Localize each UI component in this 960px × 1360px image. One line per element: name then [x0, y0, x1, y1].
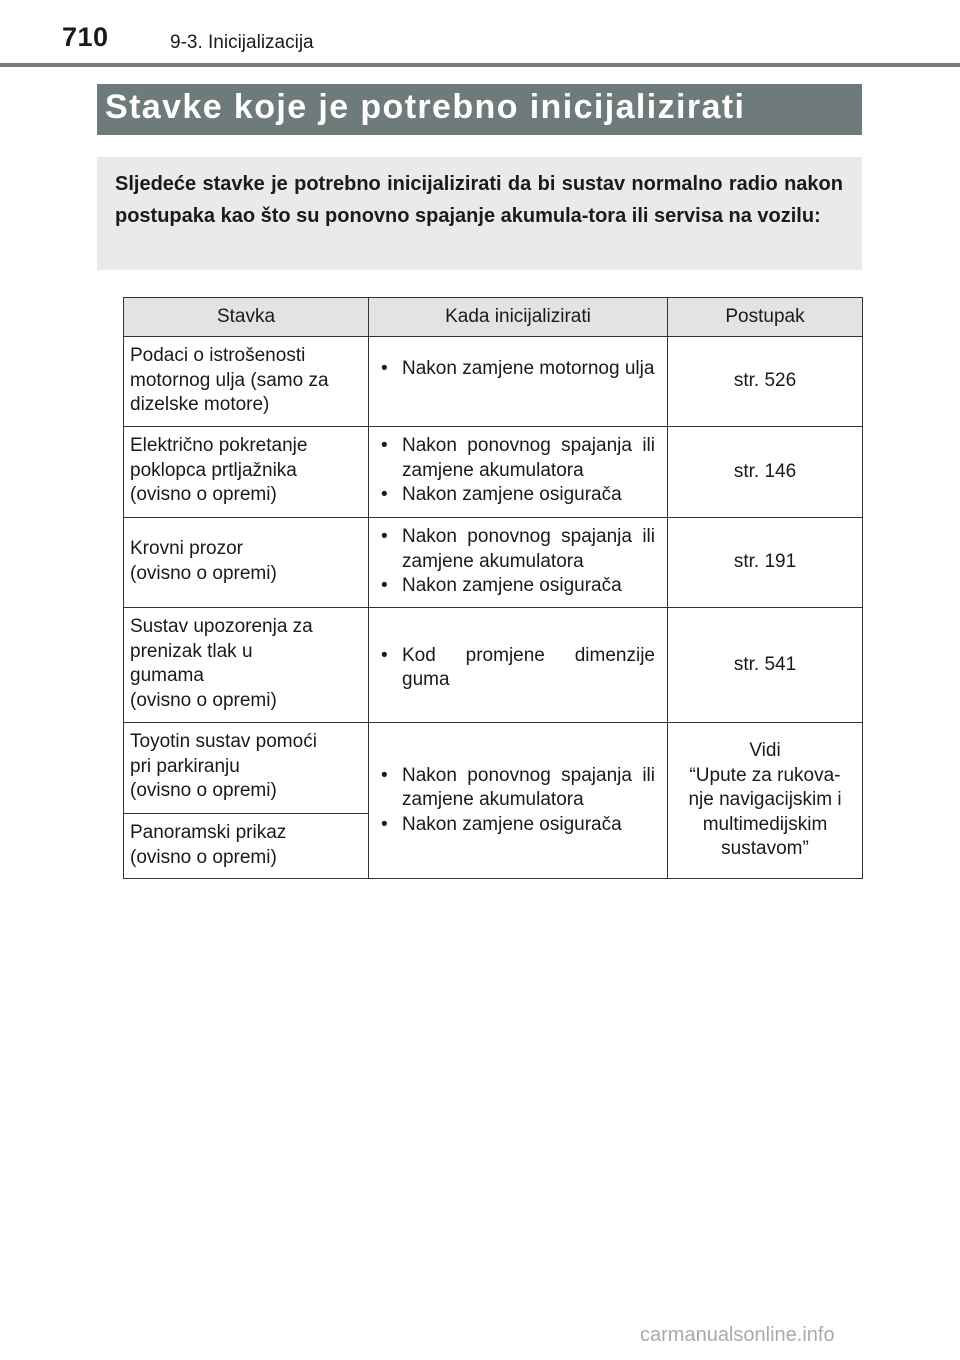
item-line: (ovisno o opremi) [130, 689, 277, 711]
when-cell [369, 608, 668, 723]
when-bullet: • Nakon ponovnog spajanja ili zamjene akumulatora [379, 434, 655, 483]
initialization-table [123, 297, 863, 879]
column-header-procedure: Postupak [668, 298, 863, 337]
reference-line: Vidi [749, 740, 781, 762]
when-bullet: • Kod promjene dimenzije guma [379, 644, 655, 693]
item-line: Toyotin sustav pomoći [130, 731, 317, 752]
item-line: prenizak tlak u [130, 640, 253, 662]
item-line: (ovisno o opremi) [130, 562, 277, 584]
item-line: gumama [130, 665, 204, 686]
page-reference: str. 541 [668, 608, 863, 723]
column-header-item: Stavka [124, 298, 369, 337]
when-bullet: • Nakon zamjene osigurača [379, 483, 655, 508]
item-line: Podaci o istrošenosti [130, 345, 306, 366]
when-cell [369, 337, 668, 427]
item-cell [124, 723, 369, 814]
when-cell [369, 518, 668, 608]
when-cell [369, 723, 668, 879]
item-cell [124, 337, 369, 427]
watermark-logo: carmanualsonline.info [640, 1324, 835, 1346]
item-cell [124, 427, 369, 518]
item-line: Sustav upozorenja za [130, 616, 313, 637]
item-cell [124, 814, 369, 879]
when-bullet: • Nakon ponovnog spajanja ili zamjene akumulatora [379, 525, 655, 574]
item-line: (ovisno o opremi) [130, 780, 277, 801]
when-bullet: • Nakon zamjene osigurača [379, 813, 655, 838]
item-line: poklopca prtljažnika [130, 459, 297, 481]
table-row [124, 608, 863, 723]
table-header-row [124, 298, 863, 337]
reference-line: sustavom” [721, 838, 809, 860]
item-cell [124, 518, 369, 608]
item-line: Električno pokretanje [130, 435, 308, 456]
page-reference: str. 191 [668, 518, 863, 608]
section-title-bar [97, 84, 862, 135]
item-line: pri parkiranju [130, 755, 240, 777]
header-rule [0, 63, 960, 67]
section-title: Stavke koje je potrebno inicijalizirati [105, 88, 746, 126]
when-bullet: • Nakon zamjene motornog ulja [379, 357, 655, 382]
page-reference [668, 723, 863, 879]
table-row [124, 723, 863, 814]
item-line: dizelske motore) [130, 394, 270, 415]
page-header [0, 0, 960, 68]
page-reference: str. 526 [668, 337, 863, 427]
item-line: Panoramski prikaz [130, 822, 287, 843]
table-row [124, 427, 863, 518]
item-line: (ovisno o opremi) [130, 484, 277, 505]
item-line: (ovisno o opremi) [130, 846, 277, 868]
table-row [124, 337, 863, 427]
page-number: 710 [62, 22, 109, 52]
when-bullet: • Nakon ponovnog spajanja ili zamjene akumulatora [379, 764, 655, 813]
reference-line: nje navigacijskim i [688, 789, 842, 811]
table-row [124, 518, 863, 608]
when-cell [369, 427, 668, 518]
chapter-title: 9-3. Inicijalizacija [170, 32, 314, 53]
item-line: motornog ulja (samo za [130, 369, 329, 391]
page-reference: str. 146 [668, 427, 863, 518]
intro-box [97, 157, 862, 270]
intro-text: Sljedeće stavke je potrebno inicijalizirati da bi sustav normalno radio nakon postupaka kao što su ponovno spajanje akumula-tora ili servisa na vozilu: [115, 173, 843, 227]
item-line: Krovni prozor [130, 538, 243, 559]
reference-line: “Upute za rukova- [689, 764, 841, 786]
reference-line: multimedijskim [702, 813, 828, 835]
item-cell [124, 608, 369, 723]
column-header-when: Kada inicijalizirati [369, 298, 668, 337]
when-bullet: • Nakon zamjene osigurača [379, 574, 655, 599]
